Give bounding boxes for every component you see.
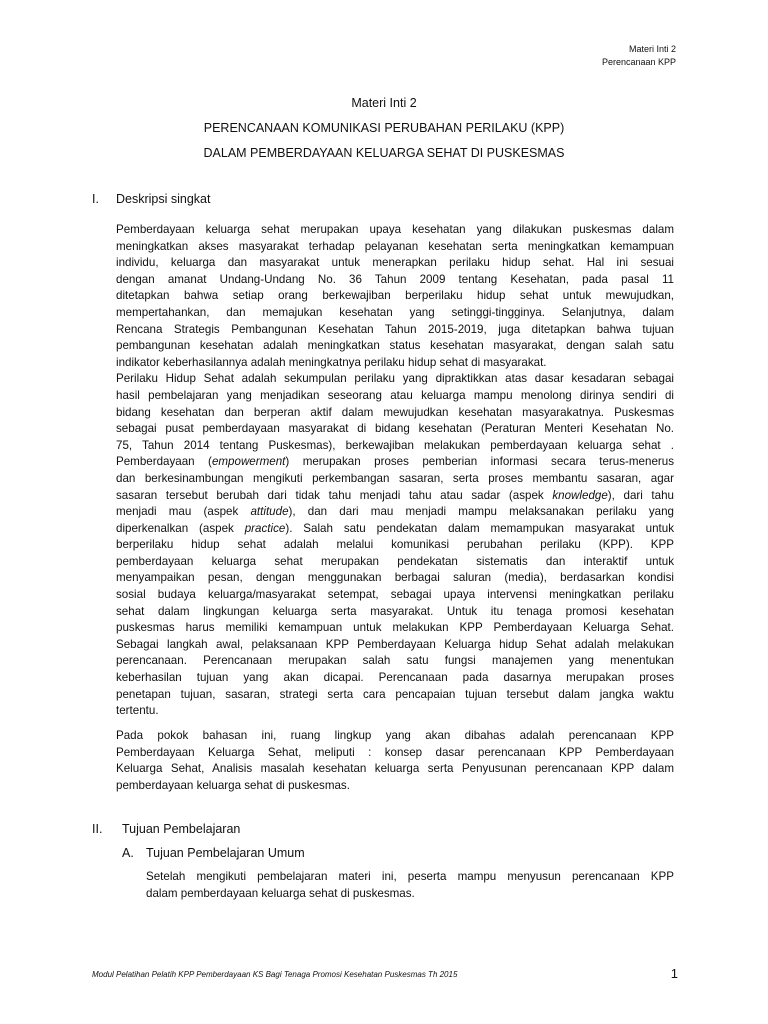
text-line: keberhasilan tujuan yang akan dicapai. Perencanaan pada dasarnya merupakan proses	[116, 671, 674, 685]
text-line: 75, Tahun 2014 tentang Puskesmas), berkewajiban melakukan pemberdayaan keluarga sehat .	[116, 438, 674, 452]
text-line: Perilaku Hidup Sehat adalah sekumpulan perilaku yang dipraktikkan atas dasar kesadaran sebagai	[116, 372, 674, 386]
text-line: bidang kesehatan dan berperan aktif dalam mewujudkan kesehatan masyarakatnya. Puskesmas	[116, 405, 674, 419]
text-line: penetapan tujuan, sasaran, strategi serta cara pencapaian tujuan tersebut dalam jangka waktu	[116, 687, 674, 701]
text-line: dalam pemberdayaan keluarga sehat di puskesmas.	[146, 887, 415, 900]
text-line: menyampaikan pesan, dengan menggunakan berbagai saluran (media), berdasarkan kondisi	[116, 571, 674, 585]
text-line: hasil pembelajaran yang menjadikan seseorang atau keluarga mampu menolong dirinya sendiri di	[116, 388, 674, 402]
header-topic-label: Perencanaan KPP	[601, 57, 676, 67]
text-line: ditetapkan bahwa setiap orang berkewajiban berperilaku hidup sehat untuk mewujudkan,	[116, 289, 674, 303]
text-line: sosial budaya keluarga/masyarakat setempat, sebagai upaya intervensi meningkatkan perilaku	[116, 588, 674, 602]
section-2-heading: Tujuan Pembelajaran	[122, 822, 241, 836]
section-1-heading: Deskripsi singkat	[116, 192, 211, 206]
document-title-sub: DALAM PEMBERDAYAAN KELUARGA SEHAT DI PUSKESMAS	[203, 146, 565, 160]
text-line: pembangunan kesehatan adalah meningkatkan status kesehatan masyarakat, dengan salah satu	[116, 339, 674, 353]
subsection-a-heading: Tujuan Pembelajaran Umum	[146, 846, 305, 860]
text-line: Pada pokok bahasan ini, ruang lingkup yang akan dibahas adalah perencanaan KPP	[116, 729, 674, 742]
text-line: sehat dalam lingkungan keluarga serta masyarakat. Untuk itu tenaga promosi kesehatan	[116, 604, 674, 618]
text-line: dengan amanat Undang-Undang No. 36 Tahun 2009 tentang Kesehatan, pada pasal 11	[116, 272, 674, 286]
document-title-main: PERENCANAAN KOMUNIKASI PERUBAHAN PERILAKU (KPP)	[203, 121, 565, 135]
section-1-number: I.	[92, 192, 99, 206]
header-module-label: Materi Inti 2	[628, 44, 676, 54]
text-line: Rencana Strategis Pembangunan Kesehatan Tahun 2015-2019, juga ditetapkan bahwa tujuan	[116, 322, 674, 336]
text-line: indikator keberhasilannya adalah meningkatnya perilaku hidup sehat di masyarakat.	[116, 355, 547, 369]
text-line: tertentu.	[116, 704, 159, 718]
text-line: puskesmas harus memiliki kemampuan untuk melakukan KPP Pemberdayaan Keluarga Sehat.	[116, 621, 674, 635]
text-line: dan berkesinambungan mengikuti perkembangan sasaran, serta proses membantu sasaran, agar	[116, 471, 674, 485]
text-line: sasaran tersebut berubah dari tidak tahu menjadi tahu atau sadar (aspek knowledge), dari tahu	[116, 488, 674, 502]
text-line: berperilaku hidup sehat adalah melalui komunikasi perubahan perilaku (KPP). KPP	[116, 538, 674, 552]
subsection-a-number: A.	[122, 846, 134, 860]
text-line: individu, keluarga dan masyarakat untuk menerapkan perilaku hidup sehat. Hal ini sesuai	[116, 256, 674, 270]
text-line: Pemberdayaan (empowerment) merupakan proses pemberian informasi secara terus-menerus	[116, 455, 674, 469]
text-line: Pemberdayaan Keluarga Sehat, meliputi : konsep dasar perencanaan KPP Pemberdayaan	[116, 745, 674, 759]
text-line: perencanaan. Perencanaan merupakan salah satu fungsi manajemen yang menentukan	[116, 654, 674, 668]
footer-text: Modul Pelatihan Pelatih KPP Pemberdayaan KS Bagi Tenaga Promosi Kesehatan Puskesmas Th 2015	[92, 970, 458, 979]
text-line: pemberdayaan keluarga sehat merupakan pendekatan sistematis dan interaktif untuk	[116, 554, 674, 568]
text-line: Setelah mengikuti pembelajaran materi ini, peserta mampu menyusun perencanaan KPP	[146, 870, 674, 883]
section-1-paragraph-1	[116, 222, 674, 720]
text-line: meningkatkan akses masyarakat terhadap pelayanan kesehatan serta meningkatkan kemampuan	[116, 239, 674, 253]
text-line: pemberdayaan keluarga sehat di puskesmas.	[116, 778, 350, 792]
section-1-paragraph-2	[116, 728, 674, 794]
text-line: mempertahankan, dan memajukan kesehatan yang setinggi-tingginya. Selanjutnya, dalam	[116, 305, 674, 319]
subsection-a-paragraph	[146, 868, 674, 902]
text-line: Sebagai langkah awal, pelaksanaan KPP Pemberdayaan Keluarga hidup Sehat adalah melakukan	[116, 637, 674, 651]
text-line: diperkenalkan (aspek practice). Salah satu pendekatan dalam memampukan masyarakat untuk	[116, 521, 674, 535]
document-title-label: Materi Inti 2	[351, 96, 417, 110]
text-line: Pemberdayaan keluarga sehat merupakan upaya kesehatan yang dilakukan puskesmas dalam	[116, 223, 674, 236]
page-number: 1	[670, 966, 678, 981]
text-line: menjadi mau (aspek attitude), dan dari mau menjadi mampu melaksanakan perilaku yang	[116, 505, 674, 519]
section-2-number: II.	[92, 822, 103, 836]
text-line: sebagai pusat pemberdayaan masyarakat di bidang kesehatan (Peraturan Menteri Kesehatan No.	[116, 422, 674, 436]
text-line: Keluarga Sehat, Analisis masalah kesehatan keluarga serta Penyusunan perencanaan KPP dalam	[116, 762, 674, 776]
